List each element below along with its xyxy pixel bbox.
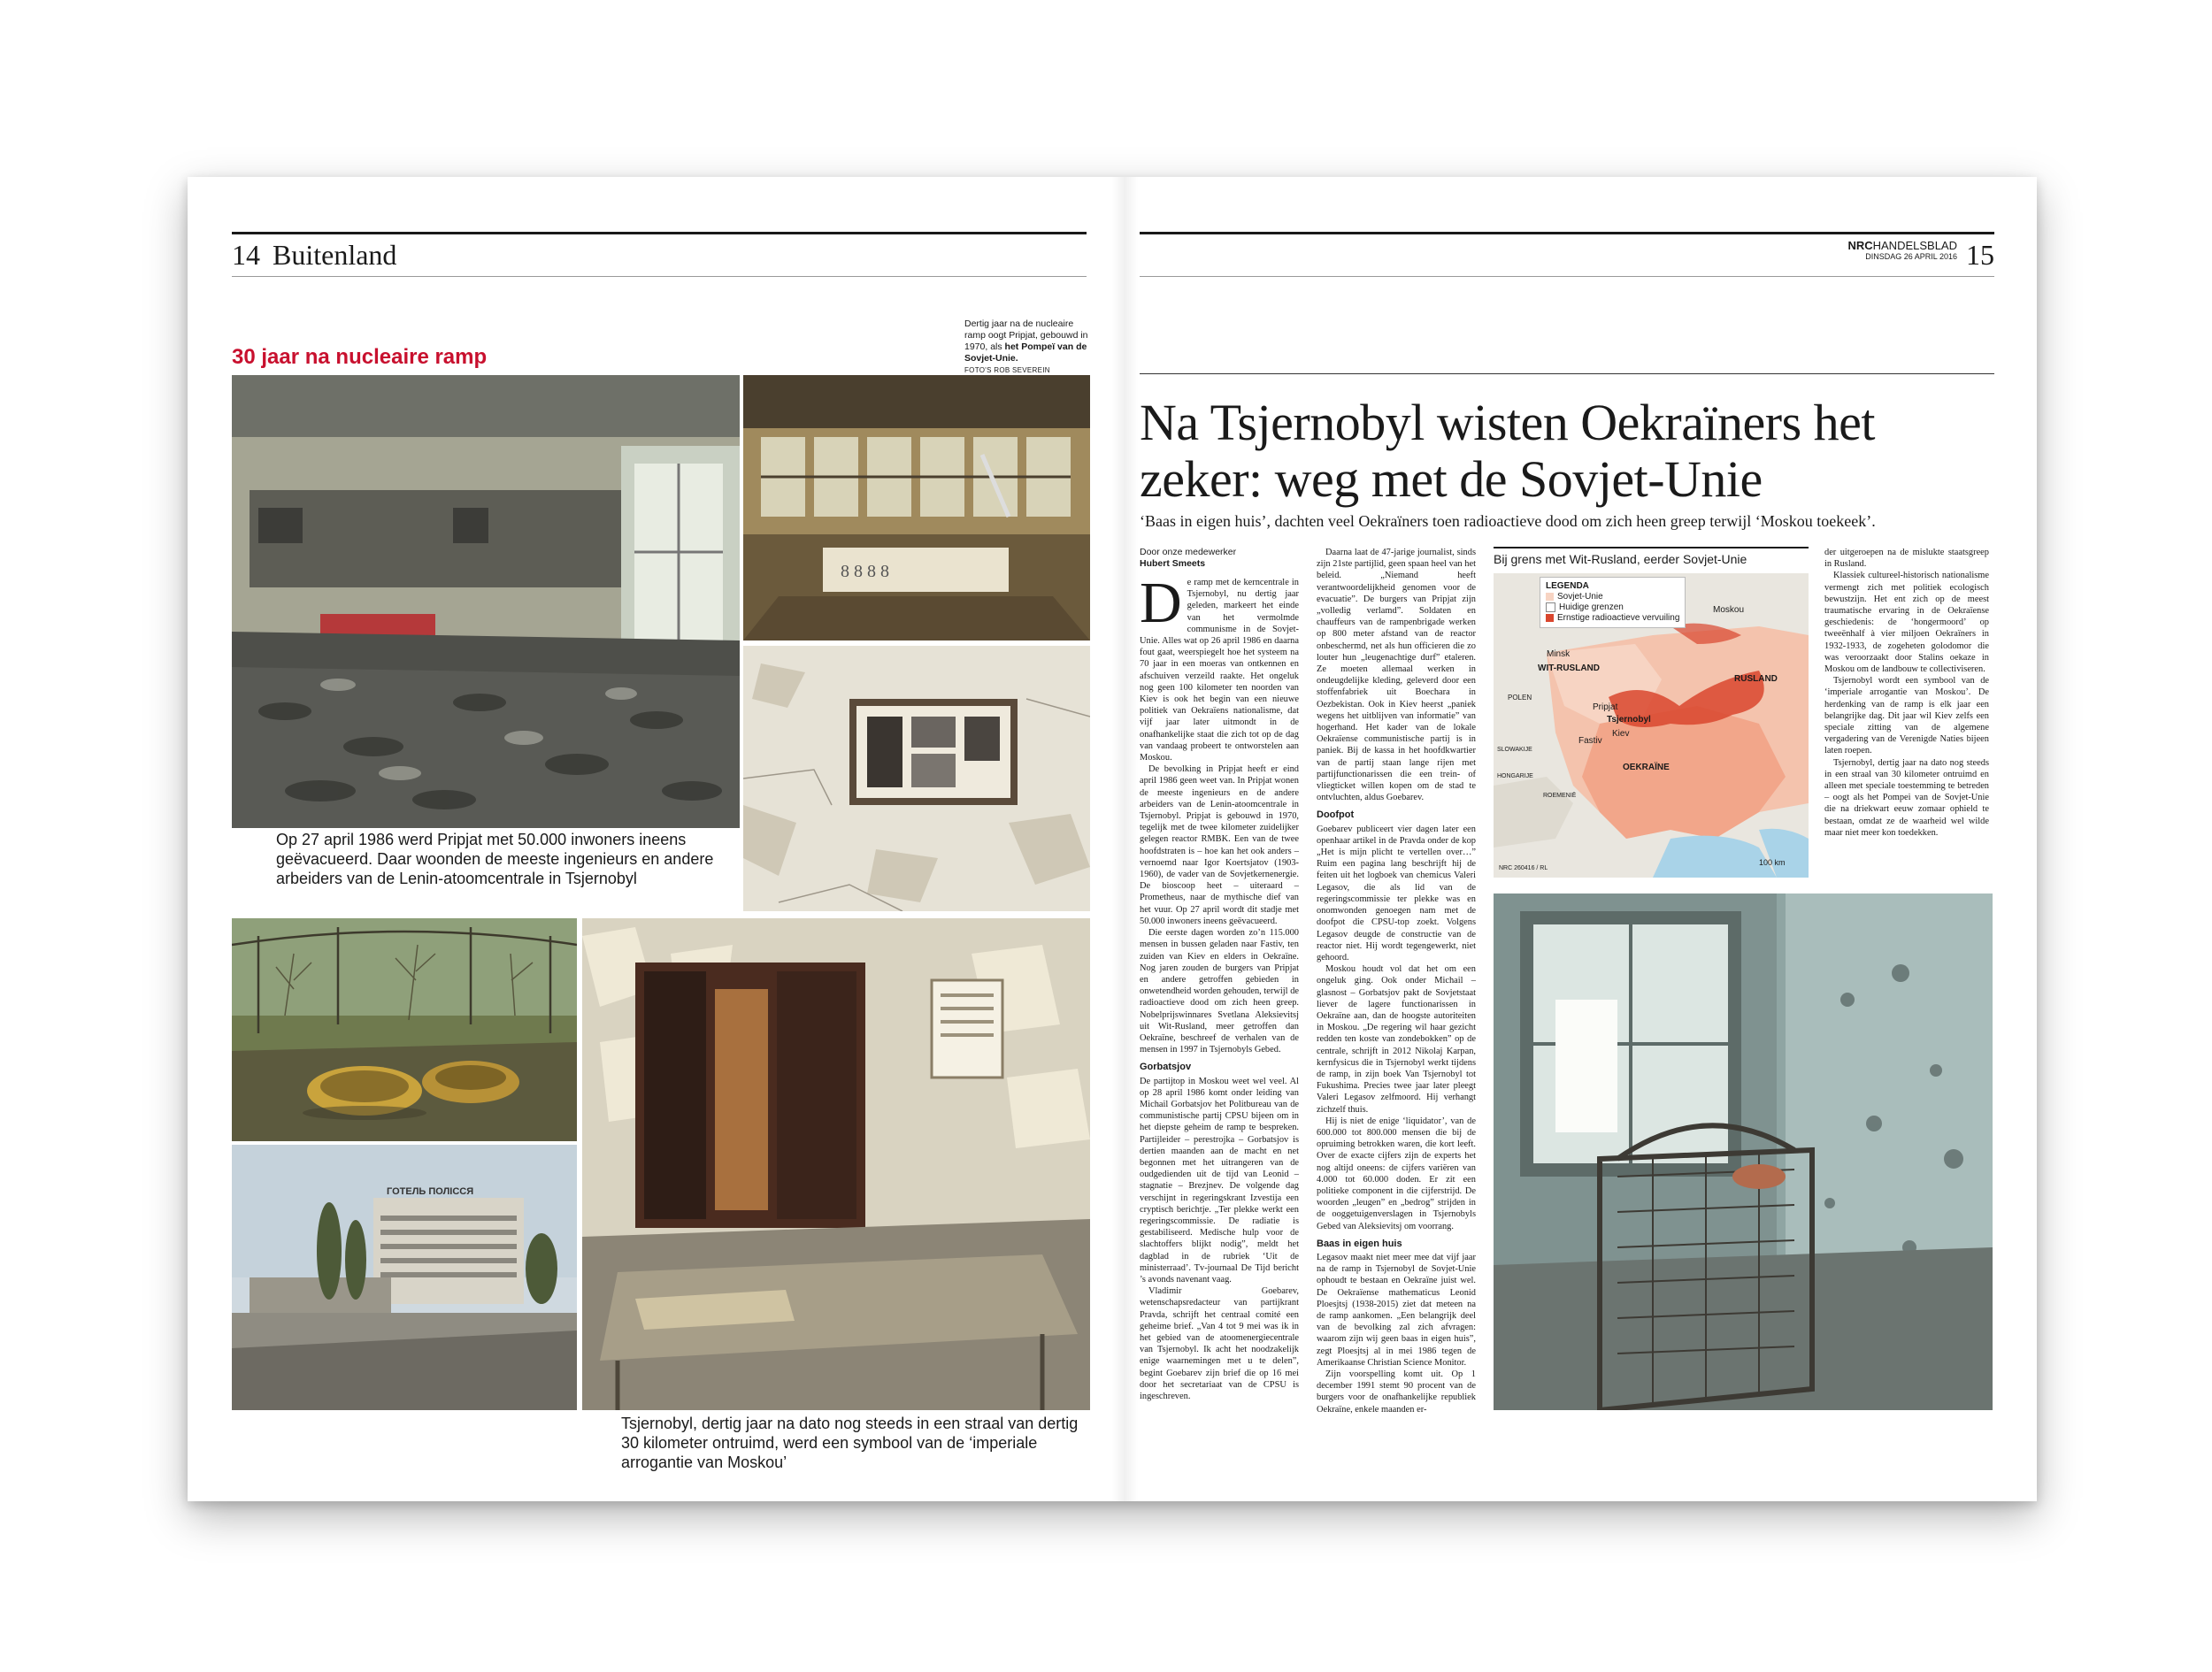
masthead-rest: HANDELSBLAD <box>1872 239 1957 252</box>
map-label-kiev: Kiev <box>1612 729 1630 739</box>
photo-swimming-pool <box>743 375 1090 640</box>
map-label-slowakije: SLOWAKIJE <box>1497 747 1532 753</box>
masthead <box>1847 239 1957 261</box>
map-label-minsk: Minsk <box>1547 649 1571 659</box>
article-paragraph: De ramp met de kerncentrale in Tsjernobyl, nu dertig jaar geleden, markeert het einde van het vermolmde communisme in de Sovjet-Unie. Alles wat op 26 april 1986 en daarna fout gaat, weerspiegelt hoe het systeem na 70 jaar in een moeras van ontkennen en afschuiven verzeild raakte. Het ongeluk nog geen 100 kilometer ten noorden van Kiev is ook het begin van een nieuwe politiek van Oekraïens nationalisme, dat vijf jaar later uitmondt in de onafhankelijke staat die zich tot op de dag van vandaag probeert te ontworstelen aan Moskou. <box>1140 571 1299 763</box>
hotel-sign: ГОТЕЛЬ ПОЛІССЯ <box>387 1186 474 1197</box>
legend-title: LEGENDA <box>1546 581 1589 591</box>
article-column-2 <box>1317 547 1476 1415</box>
standfirst: ‘Baas in eigen huis’, dachten veel Oekraïners toen radioactieve dood om zich heen greep terwijl ‘Moskou toekeek’. <box>1140 512 1876 530</box>
map-box <box>1494 547 1809 878</box>
subheading-gorbatsjov: Gorbatsjov <box>1140 1062 1192 1073</box>
article-paragraph: Legasov maakt niet meer mee dat vijf jaar na de ramp in Tsjernobyl de Sovjet-Unie ophoudt te bestaan en Oekraïne juist wel. De Oekraïense mathematicus Leonid Ploesjtsj (1938-2015) ziet dat meteen na de ramp aankomen. „Een belangrijk deel van de bevolking zal zich afvragen: waarom zijn wij geen baas in eigen huis”, zegt Ploesjtsj al in mei 1986 tegen de Amerikaanse Christian Science Monitor. <box>1317 1252 1476 1368</box>
photo-hotel-polissya <box>232 1145 577 1410</box>
article-paragraph: Klassiek cultureel-historisch nationalisme vermengt zich met politiek ecologisch bewustzijn. Het ent zich op de meest traumatische ervaring in de Oekraïense geschiedenis: de ‘hongermoord’ op tweeënhalf à vier miljoen Oekraïners in 1932-1933, de zogeheten golodomor die was veroorzaakt door Stalins oekaze in Moskou om de landbouw te collectiviseren. <box>1824 571 1989 675</box>
right-header-thin-rule <box>1140 276 1994 277</box>
article-paragraph: Tsjernobyl, dertig jaar na dato nog steeds in een straal van 30 kilometer ontruimd en alleen met speciale toestemming te betreden – oogt als het Pompei van de Sovjet-Unie die na driekwart eeuw zomaar ophield te bestaan, omdat ze de waarheid wel wilde maar niet meer kon toedekken. <box>1824 757 1989 838</box>
left-page-number: 14 <box>232 239 260 271</box>
caption-symbol: Tsjernobyl, dertig jaar na dato nog steeds in een straal van dertig 30 kilometer ontruimd, werd een symbool van de ‘imperiale arrogantie van Moskou’ <box>621 1414 1081 1472</box>
map <box>1494 573 1809 878</box>
kicker: 30 jaar na nucleaire ramp <box>232 345 488 369</box>
top-caption-text: Dertig jaar na de nucleaire ramp oogt Pripjat, gebouwd in 1970, als <box>964 318 1088 352</box>
article-paragraph: Zijn voorspelling komt uit. Op 1 december 1991 stemt 90 procent van de burgers voor de onafhankelijke republiek Oekraïne, enkele maanden er- <box>1317 1369 1476 1415</box>
svg-text:8 8 8 8: 8 8 8 8 <box>841 562 889 581</box>
article-paragraph: Goebarev publiceert vier dagen later een openhaar artikel in de Pravda onder de kop „Het is mijn plicht te vertellen over…” Ruim een pagina lang beschrijft hij de feiten uit het logboek van chemicus Valeri Legasov, die als lid van de regeringscommissie ter plekke was en onomwonden genoegen nam met de doofpot die CPSU-top zoekt. Volgens Legasov deugde de constructie van de reactor niet. Hij wordt tegengewerkt, niet gehoord. <box>1317 824 1476 963</box>
right-page-number: 15 <box>1966 239 1994 271</box>
map-legend: LEGENDA Sovjet-Unie Huidige grenzen Ernstige radioactieve vervuiling <box>1540 577 1686 628</box>
map-label-oekraine: OEKRAÏNE <box>1623 763 1670 772</box>
map-label-roemenie: ROEMENIË <box>1543 793 1577 799</box>
swatch-borders-icon <box>1546 602 1555 612</box>
left-header-thin-rule <box>232 276 1087 277</box>
top-photo-caption <box>964 318 1088 376</box>
newspaper-spread <box>188 177 2037 1501</box>
headline-rule <box>1140 373 1994 374</box>
article-paragraph: Moskou houdt vol dat het om een ongeluk ging. Ook onder Michail – glasnost – Gorbatsjov pakt de Sovjetstaat liever de lagere functionarissen in Oekraïne aan, dan de hoogste autoriteiten in Moskou. „De regering wil haar gezicht redden ten koste van zondebokken” op de centrale, schrijft in 2012 Nikolaj Karpan, kernfysicus die in Tsjernobyl werkt tijdens de ramp, in zijn boek Van Tsjernobyl tot Fukushima. Precies twee jaar later pleegt Valeri Legasov zelfmoord. Hij verhangt zichzelf thuis. <box>1317 964 1476 1115</box>
headline: Na Tsjernobyl wisten Oekraïners het zeker: weg met de Sovjet-Unie <box>1140 394 1876 508</box>
article-paragraph: Vladimir Goebarev, wetenschapsredacteur van partijkrant Pravda, schrijft het centraal comité een geheime brief. „Van 4 tot 9 mei was ik in het gebied van de atoomenergiecentrale van Tsjernobyl. Ik acht het noodzakelijk enige waarnemingen met u te delen”, begint Goebarev zijn brief die op 16 mei door het secretariaat van de CPSU is ingeschreven. <box>1140 1286 1299 1402</box>
top-caption-bold: het Pompeï van de Sovjet-Unie. <box>964 341 1087 364</box>
caption-evacuation: Op 27 april 1986 werd Pripjat met 50.000 inwoners ineens geëvacueerd. Daar woonden de meeste ingenieurs en andere arbeiders van de Lenin-atoomcentrale in Tsjernobyl <box>276 830 736 888</box>
map-credit: NRC 260416 / RL <box>1499 865 1548 871</box>
photo-credit: FOTO'S ROB SEVEREIN <box>964 366 1050 374</box>
map-label-rusland: RUSLAND <box>1734 674 1778 684</box>
right-header <box>1140 239 1994 274</box>
map-label-pripjat: Pripjat <box>1593 702 1618 712</box>
map-label-wit-rusland: WIT-RUSLAND <box>1538 663 1600 673</box>
dropcap: D <box>1140 571 1182 635</box>
article-column-1 <box>1140 547 1299 1402</box>
byline-author: Hubert Smeets <box>1140 558 1206 569</box>
map-scale: 100 km <box>1759 858 1786 867</box>
map-label-tsjernobyl: Tsjernobyl <box>1607 715 1651 725</box>
article-column-4 <box>1824 547 1989 839</box>
swatch-pollution-icon <box>1546 614 1554 622</box>
swatch-sovjet-icon <box>1546 593 1554 601</box>
map-label-hongarije: HONGARIJE <box>1497 773 1533 779</box>
map-label-polen: POLEN <box>1508 694 1532 702</box>
photo-peeling-wall <box>743 646 1090 911</box>
article-paragraph: Tsjernobyl wordt een symbool van de ‘imperiale arrogantie van Moskou’. De herdenking van de ramp is elk jaar een belangrijke dag. Dit jaar wil Kiev zelfs een speciale zitting van de algemene vergadering van de Verenigde Naties bijeen laten roepen. <box>1824 676 1989 756</box>
article-paragraph: De bevolking in Pripjat heeft er eind april 1986 geen weet van. In Pripjat wonen de meeste ingenieurs en de andere arbeiders van de Lenin-atoomcentrale in Tsjernobyl. Pripjat is gebouwd in 1970, tegelijk met de twee kilometer zuidelijker gelegen reactor RMBK. Een van de twee hoofdstraten is – hoe kan het ook anders – vernoemd naar Igor Koertsjatov (1903-1960), de vader van de Sovjetkernenergie. De bioscoop heet – uiteraard – Prometheus, naar de mythische dief van het vuur. Op 27 april wordt dit stadje met 50.000 inwoners ineens geëvacueerd. <box>1140 764 1299 926</box>
byline-intro: Door onze medewerker <box>1140 547 1237 557</box>
article-paragraph: De partijtop in Moskou weet wel veel. Al op 28 april 1986 komt onder leiding van Michail Gorbatsjov het Politbureau van de communistische partij CPSU bijeen om in het diepste geheim de ramp te bespreken. Partijleider – perestrojka – Gorbatsjov is dertien maanden aan de macht en net begonnen met het uitrangeren van de oudgedienden uit de tijd van Leonid – stagnatie – Brezjnev. De volgende dag verschijnt in regeringskrant Izvestija een cryptisch berichtje. „Ter plekke werkt een regeringscommissie. De radiatie is gestabiliseerd. Medische hulp voor de slachtoffers blijkt nodig”, meldt het dagblad in de rubriek ‘Uit de ministerraad’. Tv-journaal De Tijd bericht ’s avonds navenant vaag. <box>1140 1076 1299 1285</box>
photo-workshop <box>582 918 1090 1410</box>
article-paragraph: Die eerste dagen worden zo’n 115.000 mensen in bussen geladen naar Fastiv, ten zuiden van Kiev en elders in Oekraïne. Nog jaren zouden de burgers van Pripjat en andere getroffen gebieden in onwetendheid worden gehouden, terwijl de radioactieve dood om zich heen greep. Nobelprijswinnares Svetlana Aleksievitsj uit Wit-Rusland, meer getroffen dan Oekraïne, beschreef de verhalen van de mensen in 1997 in Tsjernobyls Gebed. <box>1140 928 1299 1055</box>
byline <box>1140 547 1299 570</box>
map-label-fastiv: Fastiv <box>1578 736 1602 746</box>
subheading-baas: Baas in eigen huis <box>1317 1238 1402 1249</box>
map-title: Bij grens met Wit-Rusland, eerder Sovjet-Unie <box>1494 552 1747 566</box>
photo-classroom <box>232 375 740 828</box>
masthead-nrc: NRC <box>1847 239 1873 252</box>
article-paragraph: Daarna laat de 47-jarige journalist, sinds zijn 21ste partijlid, geen spaan heel van het beleid. „Niemand heeft verantwoordelijkheid genomen voor de evacuatie”. De burgers van Pripjat zijn „volledig verlamd”. Soldaten en chauffeurs van de rampenbrigade werken op 800 meter afstand van de reactor onbeschermd, net als hun officieren die zo louter hun „leugenachtige durf” etaleren. Ze moeten allemaal werken in ondeugdelijke kleding, geleverd door een stoffenfabriek uit Boechara in Oezbekistan. Ook in Kiev heerst „paniek wegens het uitblijven van informatie” van hogerhand. Het kader van de lokale Oekraïense communistische partij is in paniek. Bij de kassa in het hoofdkwartier van de partij staan lange rijen met partijfunctionarissen die een trein- of vliegticket willen kopen om de stad te ontvluchten, aldus Goebarev. <box>1317 548 1476 803</box>
left-header-rule <box>232 232 1087 234</box>
section-title: Buitenland <box>273 239 397 271</box>
article-paragraph: Hij is niet de enige ‘liquidator’, van de 600.000 tot 800.000 mensen die bij de opruiming betrokken waren, die kort leeft. Over de exacte cijfers zijn de experts het nog altijd oneens: de cijfers variëren van 4.000 tot 60.000 doden. Er zit een politieke component in die cijferstrijd. De woorden „leugen” en „bedrog” strijden in de ooggetuigenverslagen in Tsjernobyls Gebed van Aleksievitsj om voorrang. <box>1317 1116 1476 1231</box>
map-label-moskou: Moskou <box>1713 605 1745 615</box>
photo-bumper-cars <box>232 918 577 1141</box>
article-paragraph: der uitgeroepen na de mislukte staatsgreep in Rusland. <box>1824 548 1989 570</box>
photo-bed-room <box>1494 894 1993 1410</box>
issue-date: DINSDAG 26 APRIL 2016 <box>1865 252 1957 261</box>
spread-gutter <box>1111 177 1138 1501</box>
subheading-doofpot: Doofpot <box>1317 809 1355 821</box>
right-header-rule <box>1140 232 1994 234</box>
left-header <box>232 239 1087 274</box>
